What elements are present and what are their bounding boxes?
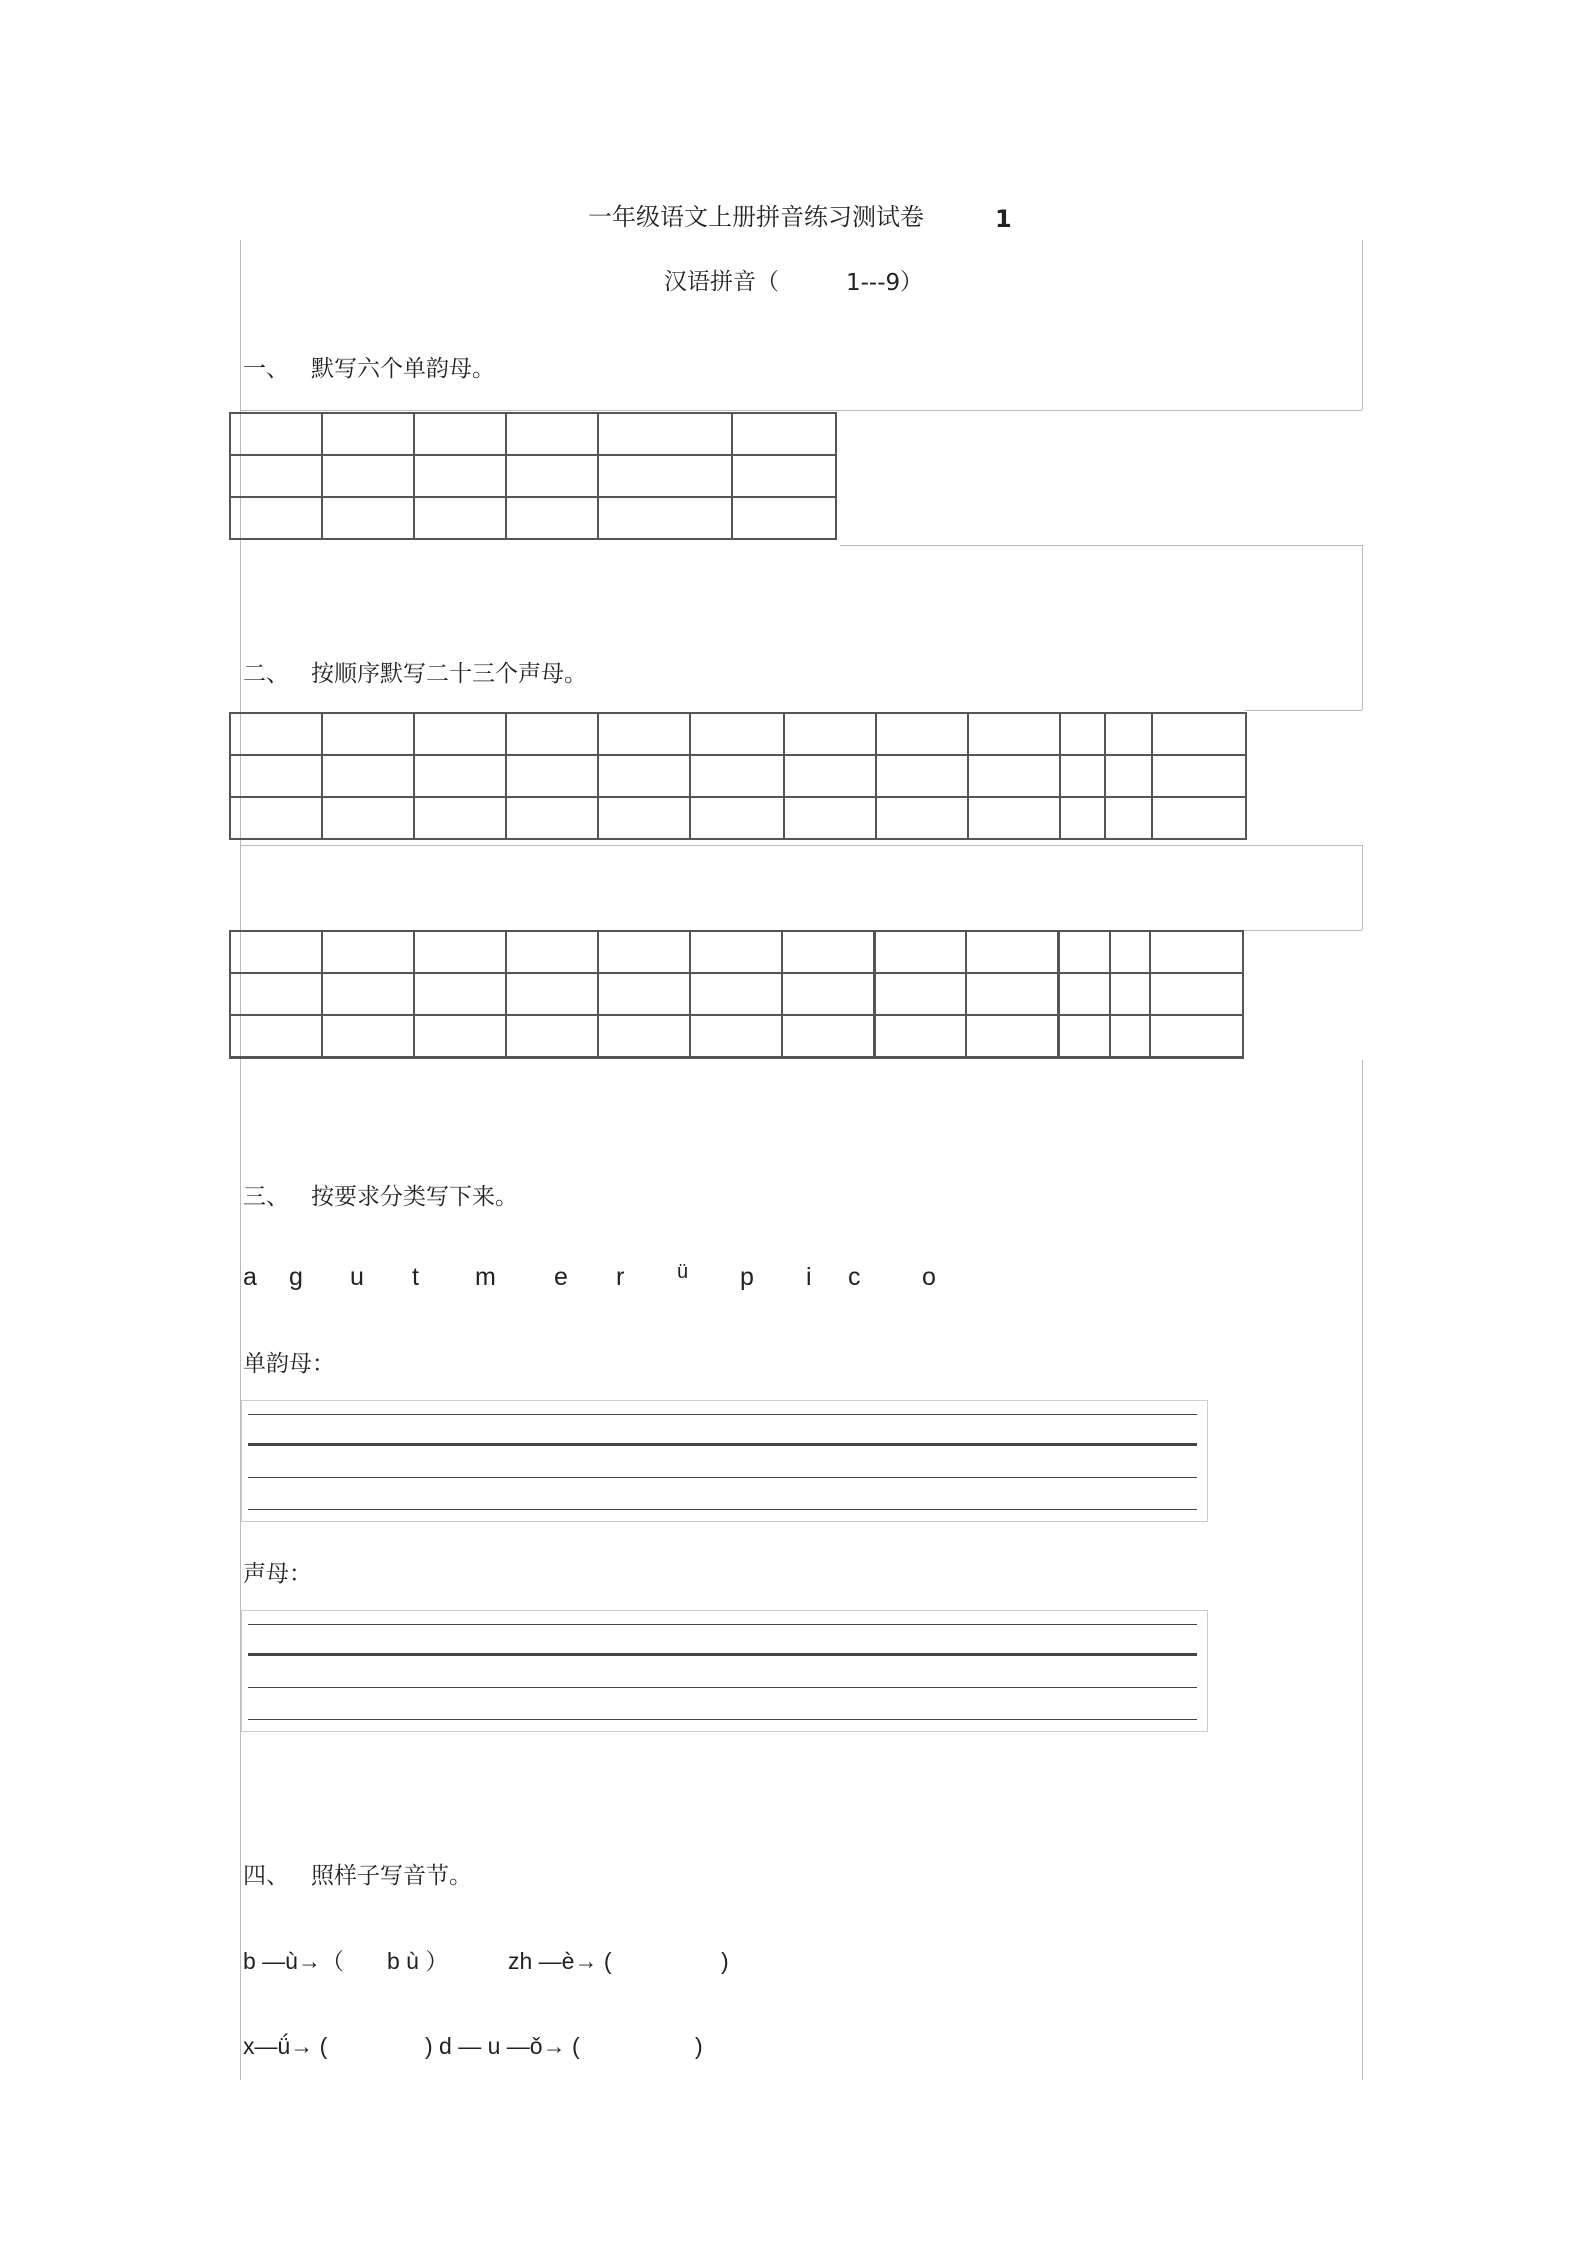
grid-cell[interactable] <box>1058 931 1110 973</box>
grid-cell[interactable] <box>1058 973 1110 1015</box>
consonant-answer-lines[interactable] <box>241 1610 1208 1732</box>
grid-cell[interactable] <box>230 1015 322 1058</box>
right-border-line-2 <box>1362 545 1363 710</box>
grid-cell[interactable] <box>782 931 874 973</box>
grid-cell[interactable] <box>784 755 876 797</box>
vowel-answer-lines[interactable] <box>241 1400 1208 1522</box>
page-title: 一年级语文上册拼音练习测试卷 <box>588 203 924 231</box>
separator-4 <box>240 845 1362 846</box>
grid-cell[interactable] <box>414 713 506 755</box>
grid-cell[interactable] <box>506 713 598 755</box>
example-syllable-answer: b ù ） <box>387 1948 449 1974</box>
grid-row <box>230 497 836 539</box>
grid-cell[interactable] <box>506 1015 598 1058</box>
letter-item: c <box>848 1263 861 1291</box>
grid-cell[interactable] <box>322 973 414 1015</box>
question-d-u-o: ) d — u —ǒ→ ( <box>425 2033 580 2059</box>
grid-cell[interactable] <box>598 931 690 973</box>
grid-cell[interactable] <box>784 797 876 839</box>
vowel-writing-grid[interactable] <box>229 412 837 540</box>
grid-cell[interactable] <box>1152 713 1246 755</box>
question-zh-e: zh —è→ ( <box>508 1948 612 1974</box>
group-1-label: 单韵母： <box>243 1351 335 1377</box>
grid-cell[interactable] <box>322 713 414 755</box>
right-border-line-3 <box>1362 845 1363 930</box>
grid-cell[interactable] <box>322 931 414 973</box>
grid-cell[interactable] <box>1110 973 1150 1015</box>
subtitle-label: 汉语拼音（ <box>664 269 779 295</box>
grid-cell[interactable] <box>732 497 836 539</box>
grid-cell[interactable] <box>966 931 1058 973</box>
grid-cell[interactable] <box>598 455 732 497</box>
consonant-grid-1[interactable] <box>229 712 1247 840</box>
grid-cell[interactable] <box>230 413 322 455</box>
grid-cell[interactable] <box>322 755 414 797</box>
section-2-number: 二、 <box>243 661 289 687</box>
grid-cell[interactable] <box>506 973 598 1015</box>
grid-cell[interactable] <box>506 455 598 497</box>
grid-cell[interactable] <box>230 713 322 755</box>
grid-cell[interactable] <box>506 497 598 539</box>
grid-cell[interactable] <box>598 413 732 455</box>
grid-cell[interactable] <box>1060 755 1105 797</box>
grid-cell[interactable] <box>506 797 598 839</box>
letter-item: r <box>616 1263 625 1291</box>
letter-item: e <box>554 1263 568 1291</box>
grid-cell[interactable] <box>690 713 784 755</box>
grid-cell[interactable] <box>414 497 506 539</box>
grid-cell[interactable] <box>230 755 322 797</box>
example-syllable-left: b —ù→（ <box>243 1948 344 1974</box>
grid-cell[interactable] <box>598 1015 690 1058</box>
grid-cell[interactable] <box>732 455 836 497</box>
question-zh-e-close: ) <box>721 1948 729 1974</box>
grid-cell[interactable] <box>968 797 1060 839</box>
grid-cell[interactable] <box>874 931 966 973</box>
grid-cell[interactable] <box>414 1015 506 1058</box>
grid-row <box>230 1015 1243 1058</box>
grid-cell[interactable] <box>690 931 782 973</box>
grid-cell[interactable] <box>598 973 690 1015</box>
grid-row <box>230 713 1246 755</box>
section-3-heading: 按要求分类写下来。 <box>311 1184 518 1210</box>
question-x-u: x—ǘ→ ( <box>243 2033 328 2059</box>
grid-cell[interactable] <box>598 497 732 539</box>
grid-cell[interactable] <box>690 797 784 839</box>
separator-1 <box>240 410 1362 411</box>
grid-cell[interactable] <box>506 755 598 797</box>
grid-cell[interactable] <box>322 497 414 539</box>
writing-line <box>248 1624 1197 1625</box>
grid-cell[interactable] <box>230 973 322 1015</box>
grid-cell[interactable] <box>414 755 506 797</box>
writing-line <box>248 1509 1197 1510</box>
consonant-grid-2[interactable] <box>229 930 1244 1059</box>
grid-cell[interactable] <box>1152 755 1246 797</box>
page-title-number: 1 <box>995 205 1012 233</box>
right-border-line-1 <box>1362 240 1363 410</box>
grid-cell[interactable] <box>966 973 1058 1015</box>
grid-cell[interactable] <box>1058 1015 1110 1058</box>
section-1-heading: 默写六个单韵母。 <box>311 356 495 382</box>
grid-row <box>230 931 1243 973</box>
section-3-number: 三、 <box>243 1184 289 1210</box>
grid-cell[interactable] <box>876 797 968 839</box>
grid-cell[interactable] <box>1060 797 1105 839</box>
right-border-line-4 <box>1362 1060 1363 2080</box>
grid-cell[interactable] <box>1105 797 1152 839</box>
section-1-number: 一、 <box>243 356 289 382</box>
grid-row <box>230 455 836 497</box>
separator-2 <box>840 545 1362 546</box>
grid-cell[interactable] <box>784 713 876 755</box>
grid-cell[interactable] <box>1110 931 1150 973</box>
grid-cell[interactable] <box>1105 755 1152 797</box>
grid-cell[interactable] <box>966 1015 1058 1058</box>
grid-cell[interactable] <box>1152 797 1246 839</box>
letter-item: o <box>922 1263 936 1291</box>
grid-cell[interactable] <box>1150 973 1243 1015</box>
grid-cell[interactable] <box>230 797 322 839</box>
grid-cell[interactable] <box>876 755 968 797</box>
letter-item: ü <box>677 1261 689 1283</box>
grid-cell[interactable] <box>506 413 598 455</box>
letter-item: p <box>740 1263 754 1291</box>
grid-cell[interactable] <box>874 1015 966 1058</box>
grid-cell[interactable] <box>230 497 322 539</box>
grid-cell[interactable] <box>1105 713 1152 755</box>
grid-cell[interactable] <box>598 713 690 755</box>
grid-cell[interactable] <box>414 931 506 973</box>
writing-line <box>248 1719 1197 1720</box>
grid-cell[interactable] <box>322 413 414 455</box>
grid-row <box>230 973 1243 1015</box>
group-2-label: 声母： <box>243 1561 312 1587</box>
grid-cell[interactable] <box>690 755 784 797</box>
letter-item: u <box>350 1263 364 1291</box>
writing-line <box>248 1687 1197 1688</box>
grid-cell[interactable] <box>1110 1015 1150 1058</box>
grid-cell[interactable] <box>414 455 506 497</box>
grid-cell[interactable] <box>598 797 690 839</box>
section-4-number: 四、 <box>243 1863 289 1889</box>
grid-cell[interactable] <box>968 713 1060 755</box>
grid-cell[interactable] <box>414 413 506 455</box>
grid-cell[interactable] <box>322 1015 414 1058</box>
grid-cell[interactable] <box>230 455 322 497</box>
grid-cell[interactable] <box>874 973 966 1015</box>
writing-line <box>248 1653 1197 1656</box>
letter-item: a <box>243 1263 257 1291</box>
question-d-u-o-close: ) <box>695 2033 703 2059</box>
letter-item: t <box>412 1263 419 1291</box>
grid-cell[interactable] <box>782 973 874 1015</box>
grid-cell[interactable] <box>968 755 1060 797</box>
subtitle-range: 1---9 <box>846 270 901 296</box>
grid-cell[interactable] <box>690 973 782 1015</box>
grid-cell[interactable] <box>414 973 506 1015</box>
writing-line <box>248 1443 1197 1446</box>
letter-item: i <box>806 1263 812 1291</box>
section-4-heading: 照样子写音节。 <box>311 1863 472 1889</box>
grid-cell[interactable] <box>598 755 690 797</box>
grid-cell[interactable] <box>690 1015 782 1058</box>
grid-cell[interactable] <box>1150 931 1243 973</box>
subtitle-close: ） <box>900 269 923 295</box>
grid-row <box>230 797 1246 839</box>
section-2-heading: 按顺序默写二十三个声母。 <box>311 661 587 687</box>
grid-row <box>230 413 836 455</box>
letter-item: m <box>475 1263 496 1291</box>
grid-cell[interactable] <box>230 931 322 973</box>
grid-cell[interactable] <box>782 1015 874 1058</box>
grid-cell[interactable] <box>322 455 414 497</box>
grid-cell[interactable] <box>506 931 598 973</box>
letter-item: g <box>289 1263 303 1291</box>
writing-line <box>248 1477 1197 1478</box>
grid-cell[interactable] <box>1150 1015 1243 1058</box>
grid-cell[interactable] <box>414 797 506 839</box>
writing-line <box>248 1414 1197 1415</box>
grid-cell[interactable] <box>1060 713 1105 755</box>
grid-cell[interactable] <box>322 797 414 839</box>
separator-3 <box>1245 710 1362 711</box>
grid-row <box>230 755 1246 797</box>
grid-cell[interactable] <box>876 713 968 755</box>
grid-cell[interactable] <box>732 413 836 455</box>
